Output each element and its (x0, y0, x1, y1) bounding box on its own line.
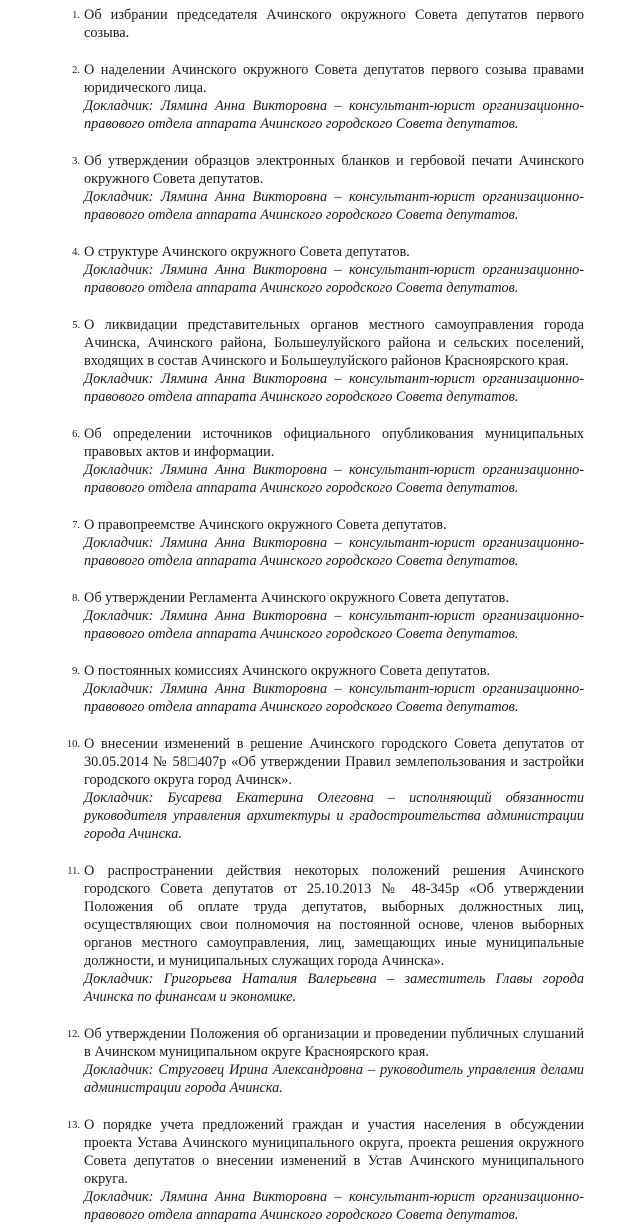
agenda-item-number: 2. (72, 65, 80, 76)
agenda-item-title: Об утверждении Положения об организации и проведении публичных слушаний в Ачинском муниципальном округе Красноярского края. (84, 1026, 584, 1060)
agenda-item-number: 1. (72, 10, 80, 21)
agenda-item-title: О структуре Ачинского окружного Совета депутатов. (84, 244, 410, 260)
agenda-item-number: 3. (72, 156, 80, 167)
agenda-item (72, 589, 584, 643)
agenda-item-title: О распространении действия некоторых положений решения Ачинского городского Совета депутатов от 25.10.2013 № 48-345р «Об утверждении Положения об оплате труда депутатов, выборных должностных лиц, осуществляющих свои полномочия на постоянной основе, членов выборных органов местного самоуправления, лиц, замещающих иные муниципальные должности, и муниципальных служащих города Ачинска». (84, 863, 584, 969)
agenda-item (66, 1025, 584, 1097)
agenda-item-number: 11. (67, 866, 80, 877)
agenda-item-speaker: Докладчик: Бусарева Екатерина Олеговна – исполняющий обязанности руководителя управления архитектуры и градостроительства администрации города Ачинска. (84, 790, 584, 842)
agenda-item-speaker: Докладчик: Лямина Анна Викторовна – консультант-юрист организационно-правового отдела аппарата Ачинского городского Совета депутатов. (84, 371, 584, 405)
agenda-item-speaker: Докладчик: Лямина Анна Викторовна – консультант-юрист организационно-правового отдела аппарата Ачинского городского Совета депутатов. (84, 535, 584, 569)
agenda-item-title: О правопреемстве Ачинского окружного Совета депутатов. (84, 517, 447, 533)
agenda-item (72, 61, 584, 133)
agenda-item (72, 425, 584, 497)
agenda-item-speaker: Докладчик: Лямина Анна Викторовна – консультант-юрист организационно-правового отдела аппарата Ачинского городского Совета депутатов. (84, 262, 584, 296)
agenda-item-speaker: Докладчик: Лямина Анна Викторовна – консультант-юрист организационно-правового отдела аппарата Ачинского городского Совета депутатов. (84, 681, 584, 715)
agenda-item-number: 9. (72, 666, 80, 677)
agenda-item-title: О внесении изменений в решение Ачинского городского Совета депутатов от 30.05.2014 № 58□407р «Об утверждении Правил землепользования и застройки городского округа город Ачинск». (84, 736, 584, 788)
agenda-item-speaker: Докладчик: Лямина Анна Викторовна – консультант-юрист организационно-правового отдела аппарата Ачинского городского Совета депутатов. (84, 189, 584, 223)
agenda-item-speaker: Докладчик: Лямина Анна Викторовна – консультант-юрист организационно-правового отдела аппарата Ачинского городского Совета депутатов. (84, 1189, 584, 1223)
agenda-item-number: 4. (72, 247, 80, 258)
agenda-item-number: 13. (66, 1120, 80, 1131)
agenda-list (0, 6, 630, 1224)
agenda-item-title: Об избрании председателя Ачинского окружного Совета депутатов первого созыва. (84, 7, 584, 41)
agenda-item (72, 316, 584, 406)
agenda-item-number: 8. (72, 593, 80, 604)
agenda-item-speaker: Докладчик: Лямина Анна Викторовна – консультант-юрист организационно-правового отдела аппарата Ачинского городского Совета депутатов. (84, 98, 584, 132)
agenda-item (72, 516, 584, 570)
agenda-item-title: О наделении Ачинского окружного Совета депутатов первого созыва правами юридического лица. (84, 62, 584, 96)
agenda-item-title: О ликвидации представительных органов местного самоуправления города Ачинска, Ачинского района, Большеулуйского района и сельских поселений, входящих в состав Ачинского и Большеулуйского районов Красноярского края. (84, 317, 584, 369)
agenda-item (72, 152, 584, 224)
agenda-item (72, 662, 584, 716)
agenda-item-number: 12. (66, 1029, 80, 1040)
agenda-item-speaker: Докладчик: Лямина Анна Викторовна – консультант-юрист организационно-правового отдела аппарата Ачинского городского Совета депутатов. (84, 462, 584, 496)
agenda-item-speaker: Докладчик: Григорьева Наталия Валерьевна – заместитель Главы города Ачинска по финансам и экономике. (84, 971, 584, 1005)
agenda-item-number: 6. (72, 429, 80, 440)
agenda-item (72, 243, 584, 297)
agenda-item (66, 735, 584, 843)
agenda-item-speaker: Докладчик: Лямина Анна Викторовна – консультант-юрист организационно-правового отдела аппарата Ачинского городского Совета депутатов. (84, 608, 584, 642)
agenda-item (66, 1116, 584, 1224)
agenda-item (67, 862, 584, 1006)
agenda-item-title: О порядке учета предложений граждан и участия населения в обсуждении проекта Устава Ачинского муниципального округа, проекта решения окружного Совета депутатов о внесении изменений в Устав Ачинского муниципального округа. (84, 1117, 584, 1187)
agenda-item-number: 5. (72, 320, 80, 331)
agenda-item-title: О постоянных комиссиях Ачинского окружного Совета депутатов. (84, 663, 491, 679)
agenda-item-title: Об утверждении Регламента Ачинского окружного Совета депутатов. (84, 590, 509, 606)
agenda-item (72, 6, 584, 42)
agenda-item-title: Об определении источников официального опубликования муниципальных правовых актов и информации. (84, 426, 584, 460)
agenda-item-speaker: Докладчик: Струговец Ирина Александровна – руководитель управления делами администрации города Ачинска. (84, 1062, 584, 1096)
agenda-item-number: 7. (72, 520, 80, 531)
agenda-item-number: 10. (66, 739, 80, 750)
agenda-item-title: Об утверждении образцов электронных бланков и гербовой печати Ачинского окружного Совета депутатов. (84, 153, 584, 187)
